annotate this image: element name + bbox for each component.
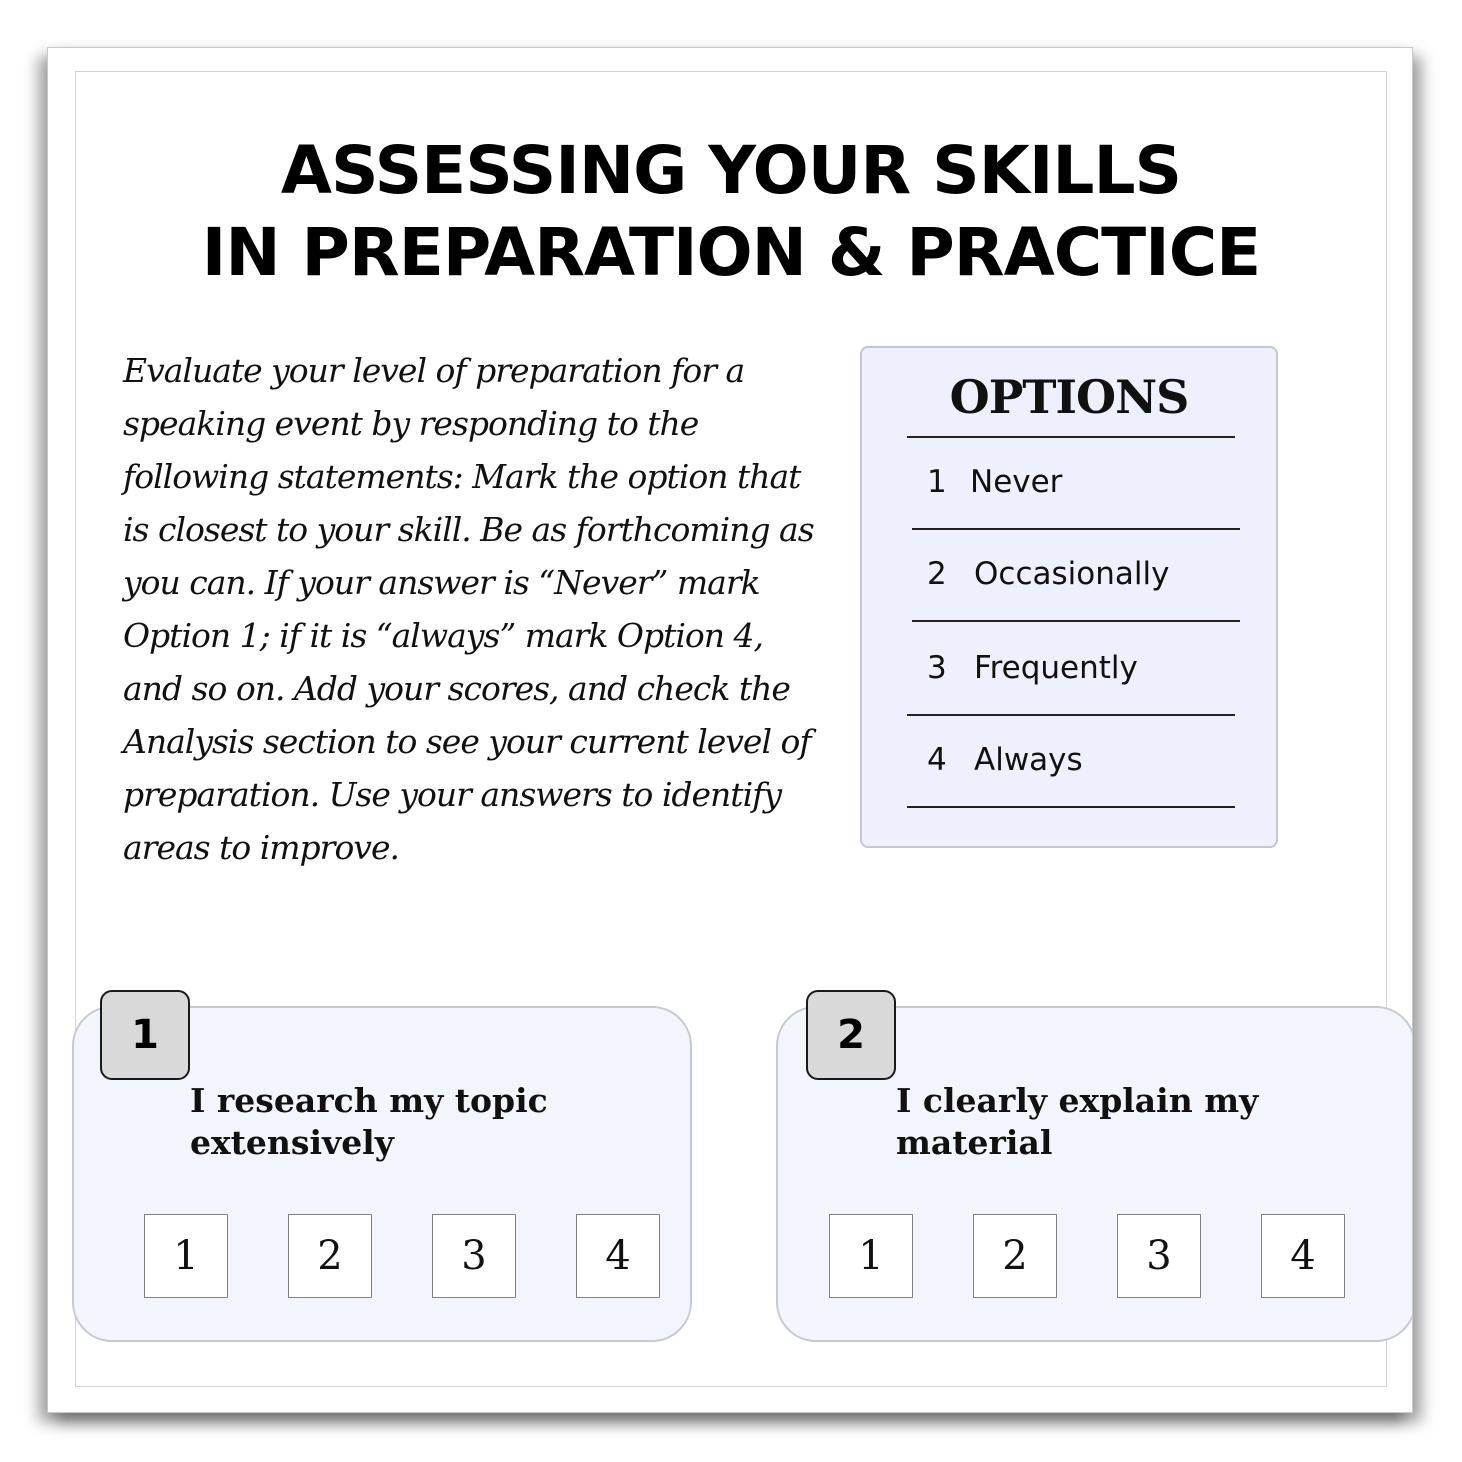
option-label: Occasionally [974,556,1170,592]
option-item-frequently [907,624,1235,716]
question-card-1 [72,1006,692,1342]
score-option-1[interactable]: 1 [144,1214,228,1298]
option-number: 1 [927,464,947,500]
score-option-2[interactable]: 2 [973,1214,1057,1298]
question-number-badge: 2 [806,990,896,1080]
question-card-2 [776,1006,1413,1342]
score-option-4[interactable]: 4 [576,1214,660,1298]
option-label: Frequently [974,650,1138,686]
question-statement: I clearly explain my material [896,1081,1259,1162]
score-option-3[interactable]: 3 [432,1214,516,1298]
score-option-1[interactable]: 1 [829,1214,913,1298]
question-number-badge: 1 [100,990,190,1080]
option-item-occasionally [912,530,1240,622]
options-title: OPTIONS [949,370,1189,424]
title-line-2: IN PREPARATION & PRACTICE [201,214,1261,291]
score-option-4[interactable]: 4 [1261,1214,1345,1298]
option-label: Never [970,464,1063,500]
page-title [48,130,1413,294]
worksheet-page [47,47,1413,1413]
title-line-1: ASSESSING YOUR SKILLS [280,132,1182,209]
option-number: 4 [927,742,947,778]
option-number: 3 [927,650,947,686]
options-panel [860,346,1278,848]
option-item-always [907,716,1235,808]
score-option-2[interactable]: 2 [288,1214,372,1298]
score-option-3[interactable]: 3 [1117,1214,1201,1298]
question-statement: I research my topic extensively [190,1081,548,1162]
option-label: Always [974,742,1083,778]
option-number: 2 [927,556,947,592]
option-item-never [912,438,1240,530]
instructions-text: Evaluate your level of preparation for a speaking event by responding to the following statements: Mark the option that is closest to your skill. Be as forthcoming as you can. If your answer is “Never” mark Option 1; if it is “always” mark Option 4, and so on. Add your scores, and check the Analysis section to see your current level of preparation. Use your answers to identify areas to improve. [123,351,814,867]
